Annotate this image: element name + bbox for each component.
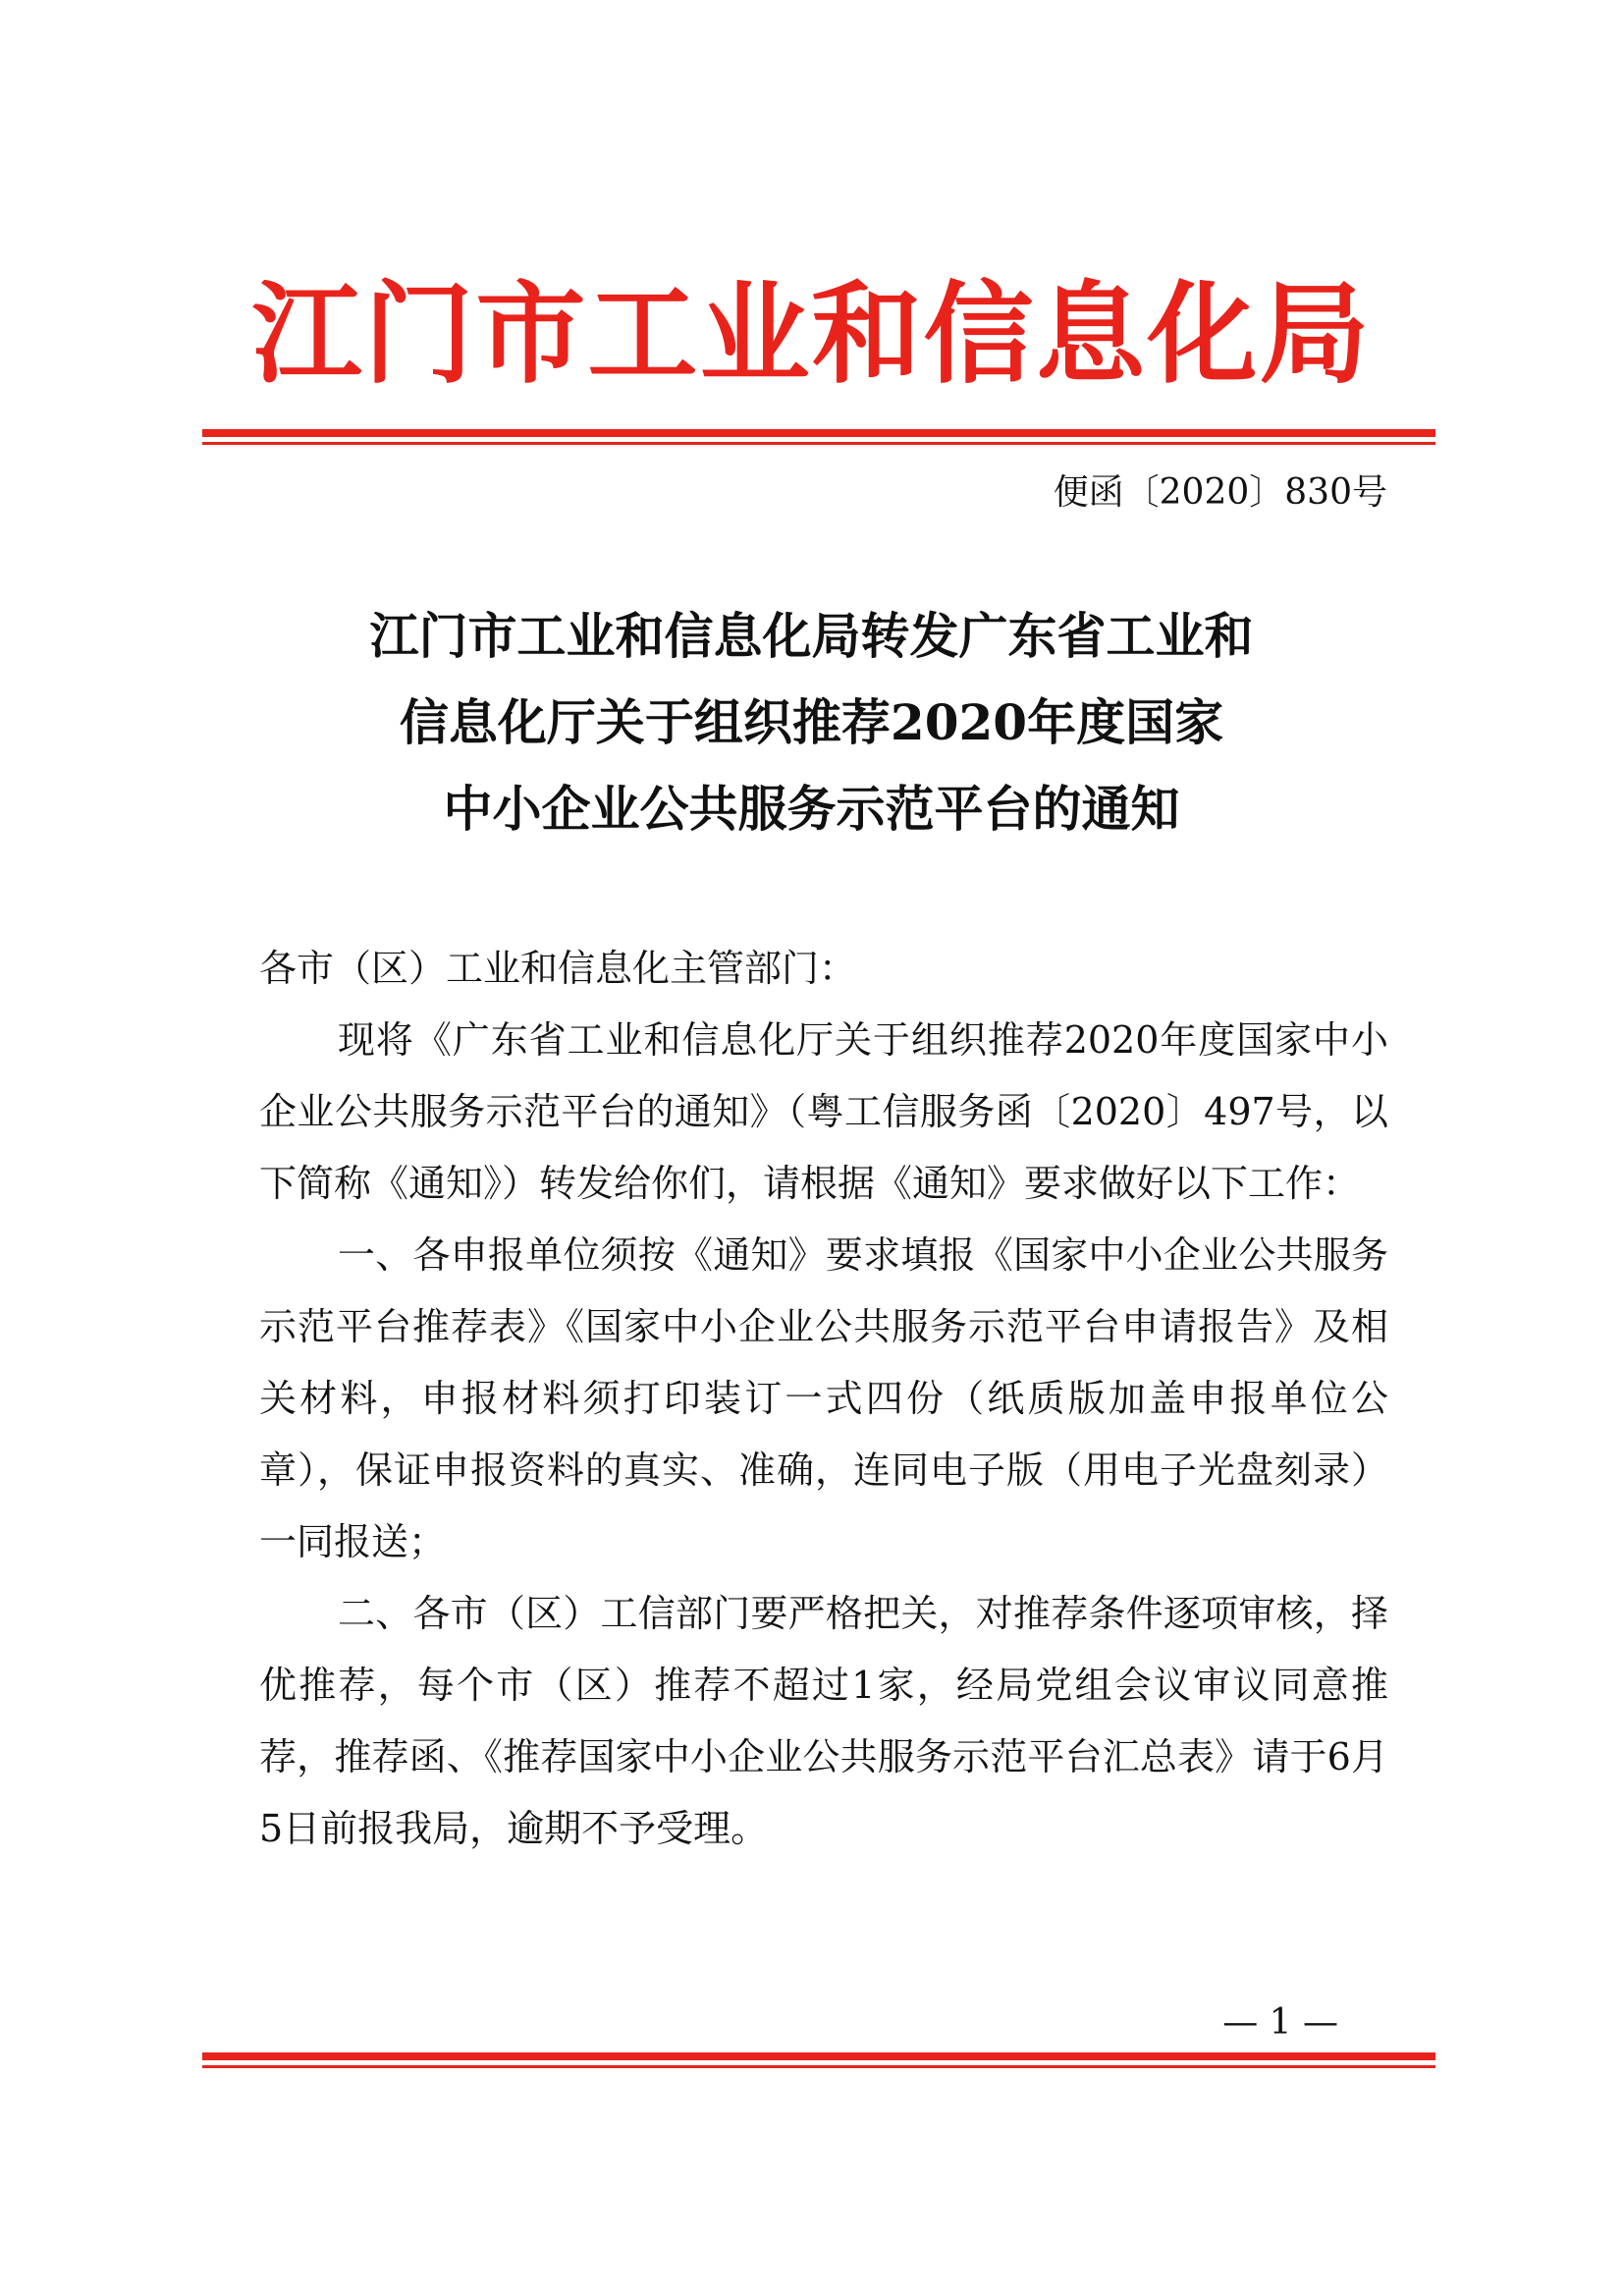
document-title	[0, 593, 1623, 852]
page-number: — 1 —	[1222, 2002, 1338, 2043]
title-line: 江门市工业和信息化局转发广东省工业和	[369, 607, 1254, 665]
letterhead-org-name: 江门市工业和信息化局	[251, 271, 1372, 399]
document-number: 便函〔2020〕830号	[1053, 472, 1387, 513]
title-line: 中小企业公共服务示范平台的通知	[443, 780, 1180, 838]
salutation: 各市（区）工业和信息化主管部门：	[259, 947, 857, 990]
rule-thick-line	[202, 429, 1435, 437]
body-paragraph: 二、各市（区）工信部门要严格把关，对推荐条件逐项审核，择优推荐，每个市（区）推荐不超过1家，经局党组会议审议同意推荐，推荐函、《推荐国家中小企业公共服务示范平台汇总表》请于6月5日前报我局，逾期不予受理。	[259, 1592, 1388, 1850]
document-body	[259, 933, 1388, 1865]
body-paragraph: 一、各申报单位须按《通知》要求填报《国家中小企业公共服务示范平台推荐表》《国家中小企业公共服务示范平台申请报告》及相关材料，申报材料须打印装订一式四份（纸质版加盖申报单位公章），保证申报资料的真实、准确，连同电子版（用电子光盘刻录）一同报送；	[259, 1233, 1388, 1563]
rule-thin-line	[202, 2065, 1435, 2068]
rule-thin-line	[202, 442, 1435, 445]
footer-red-rule	[202, 2052, 1435, 2068]
title-line: 信息化厅关于组织推荐2020年度国家	[399, 693, 1224, 751]
rule-thick-line	[202, 2052, 1435, 2060]
letterhead-red-rule	[202, 429, 1435, 445]
body-paragraph: 现将《广东省工业和信息化厅关于组织推荐2020年度国家中小企业公共服务示范平台的通知》（粤工信服务函〔2020〕497号，以下简称《通知》）转发给你们，请根据《通知》要求做好以下工作：	[259, 1018, 1388, 1205]
